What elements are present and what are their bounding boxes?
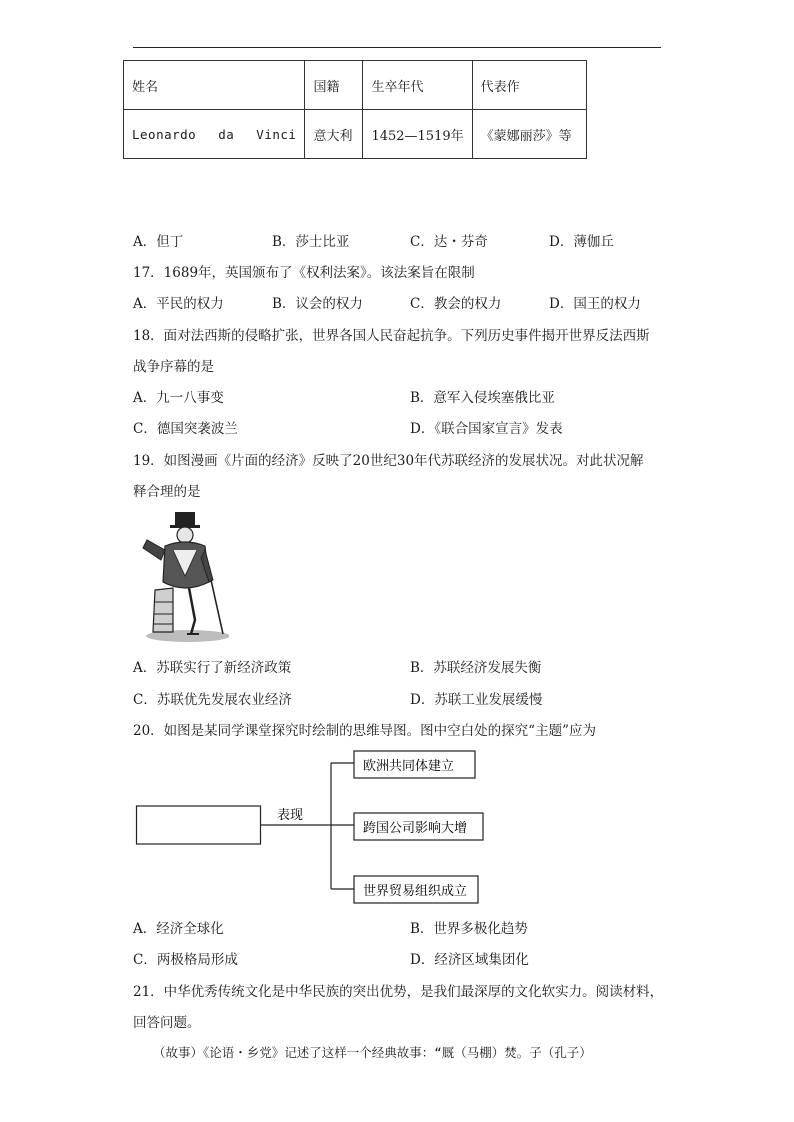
info-table bbox=[123, 60, 587, 159]
mindmap-branch-label: 欧洲共同体建立 bbox=[363, 759, 455, 774]
q18-option-d: D．《联合国家宣言》发表 bbox=[410, 421, 563, 437]
table-cell: 1452—1519年 bbox=[363, 110, 472, 159]
table-header-cell: 代表作 bbox=[472, 61, 586, 110]
q19-stem-line1: 19．如图漫画《片面的经济》反映了20世纪30年代苏联经济的发展状况。对此状况解 bbox=[133, 453, 644, 469]
header-rule bbox=[133, 47, 661, 48]
q19-option-b: B．苏联经济发展失衡 bbox=[410, 660, 542, 676]
table-header-cell: 国籍 bbox=[305, 61, 363, 110]
q20-option-c: C．两极格局形成 bbox=[133, 952, 238, 968]
mindmap-branch-label: 世界贸易组织成立 bbox=[363, 884, 468, 899]
q17-option-d: D．国王的权力 bbox=[549, 296, 641, 312]
table-header-cell: 生卒年代 bbox=[363, 61, 472, 110]
q17-option-c: C．教会的权力 bbox=[410, 296, 502, 312]
q17-option-b: B．议会的权力 bbox=[272, 296, 363, 312]
q16-option-c: C．达・芬奇 bbox=[410, 234, 488, 250]
q16-option-b: B．莎士比亚 bbox=[272, 234, 350, 250]
q18-stem-line1: 18．面对法西斯的侵略扩张，世界各国人民奋起抗争。下列历史事件揭开世界反法西斯 bbox=[133, 328, 650, 344]
q16-option-d: D．薄伽丘 bbox=[549, 234, 614, 250]
q19-option-a: A．苏联实行了新经济政策 bbox=[133, 660, 292, 676]
q20-option-a: A．经济全球化 bbox=[133, 921, 224, 937]
q17-option-a: A．平民的权力 bbox=[133, 296, 224, 312]
table-cell: 《蒙娜丽莎》等 bbox=[472, 110, 586, 159]
q20-option-d: D．经济区域集团化 bbox=[410, 952, 529, 968]
table-row bbox=[124, 110, 587, 159]
q19-stem-line2: 释合理的是 bbox=[133, 484, 201, 500]
mind-map-diagram bbox=[135, 750, 485, 910]
q16-option-a: A．但丁 bbox=[133, 234, 184, 250]
q18-option-b: B．意军入侵埃塞俄比亚 bbox=[410, 390, 555, 406]
cartoon-image bbox=[133, 510, 229, 642]
q20-stem: 20．如图是某同学课堂探究时绘制的思维导图。图中空白处的探究“主题”应为 bbox=[133, 723, 596, 739]
q18-option-c: C．德国突袭波兰 bbox=[133, 421, 238, 437]
q19-option-d: D．苏联工业发展缓慢 bbox=[410, 692, 543, 708]
table-header-row bbox=[124, 61, 587, 110]
table-header-cell: 姓名 bbox=[124, 61, 305, 110]
mindmap-branch-label: 跨国公司影响大增 bbox=[363, 821, 468, 836]
q18-option-a: A．九一八事变 bbox=[133, 390, 224, 406]
table-cell: 意大利 bbox=[305, 110, 363, 159]
mindmap-link-label: 表现 bbox=[277, 808, 304, 823]
q20-option-b: B．世界多极化趋势 bbox=[410, 921, 528, 937]
mindmap-topic-blank-box bbox=[137, 806, 261, 844]
q21-stem-line2: 回答问题。 bbox=[133, 1015, 201, 1031]
table-cell: Leonardo da Vinci bbox=[124, 110, 305, 159]
q21-material-text: （故事）《论语・乡党》记述了这样一个经典故事：“厩（马棚）焚。子（孔子） bbox=[153, 1045, 592, 1060]
q21-stem-line1: 21．中华优秀传统文化是中华民族的突出优势，是我们最深厚的文化软实力。阅读材料， bbox=[133, 984, 664, 1000]
q18-stem-line2: 战争序幕的是 bbox=[133, 359, 214, 375]
q17-stem: 17．1689年，英国颁布了《权利法案》。该法案旨在限制 bbox=[133, 265, 475, 281]
q19-option-c: C．苏联优先发展农业经济 bbox=[133, 692, 292, 708]
